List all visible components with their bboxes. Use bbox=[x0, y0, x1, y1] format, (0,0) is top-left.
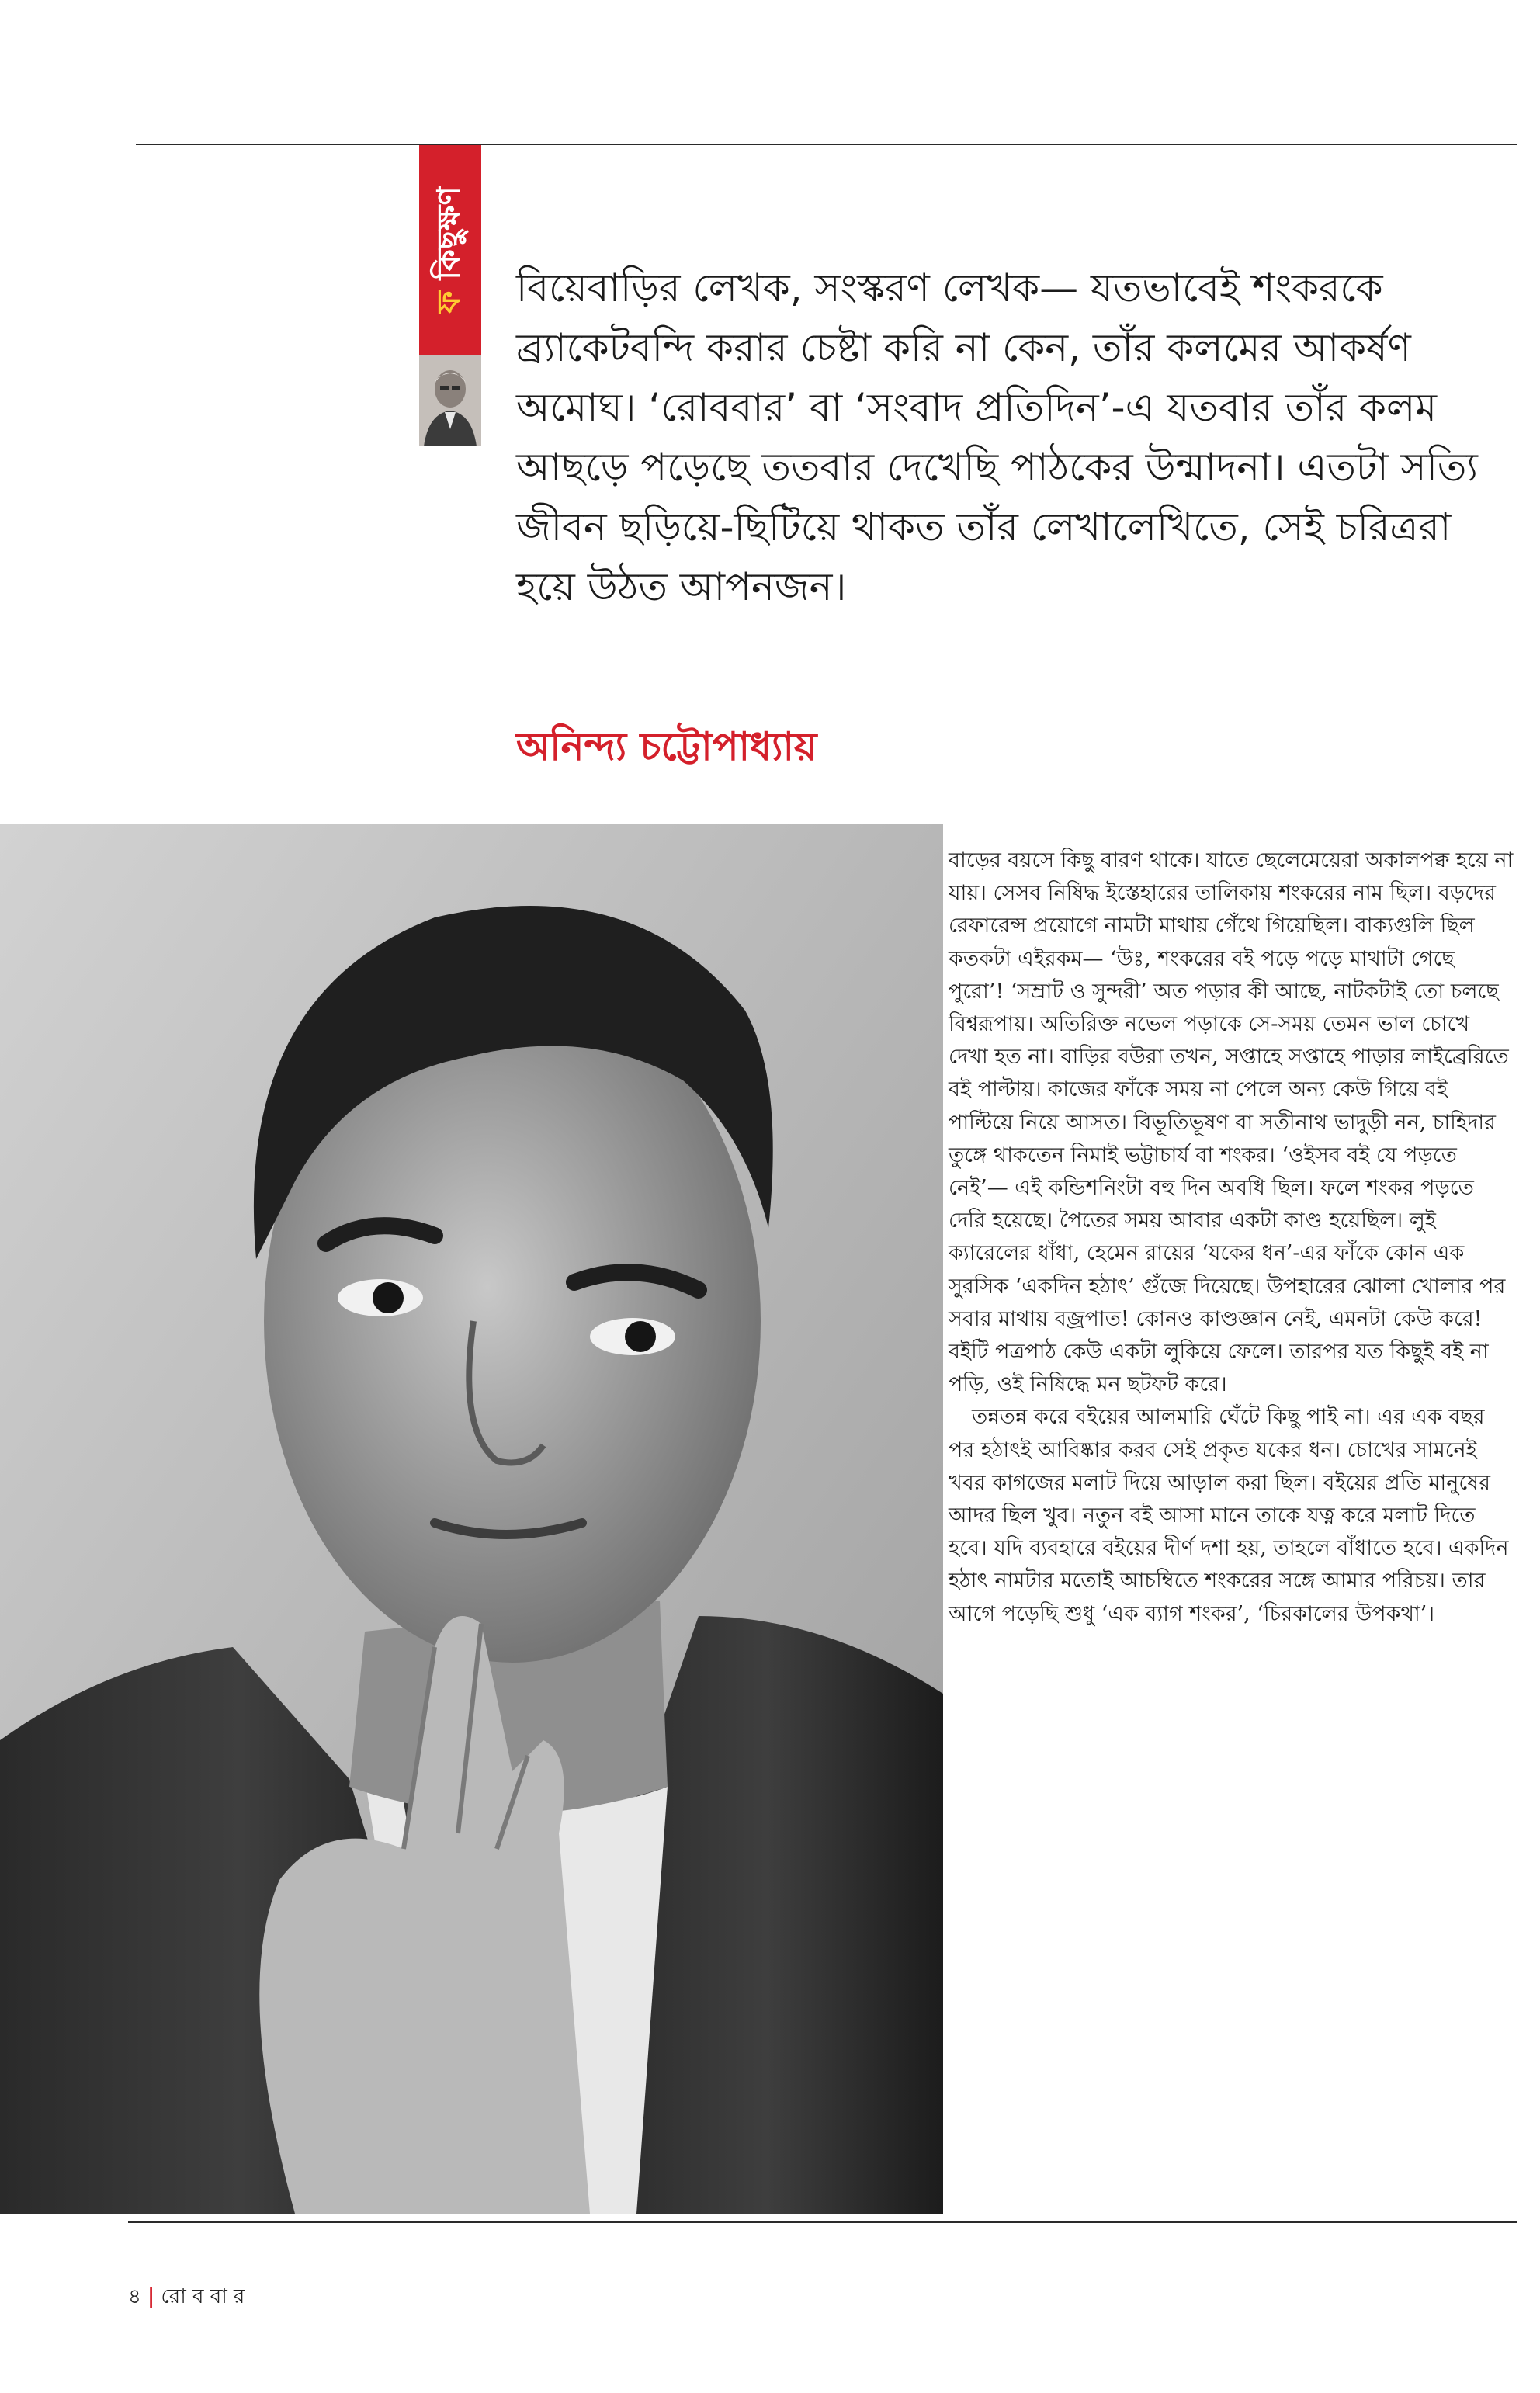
portrait-photo bbox=[0, 824, 943, 2214]
intro-text: বিয়েবাড়ির লেখক, সংস্করণ লেখক— যতভাবেই শংকরকে ব্র্যাকেটবন্দি করার চেষ্টা করি না কেন, তাঁর কলমের আকর্ষণ অমোঘ। ‘রোববার’ বা ‘সংবাদ প্রতিদিন’-এ যতবার তাঁর কলম আছড়ে পড়েছে ততবার দেখেছি পাঠকের উন্মাদনা। এতটা সত্যি জীবন ছড়িয়ে-ছিটিয়ে থাকত তাঁর লেখালেখিতে, সেই চরিত্ররা হয়ে উঠত আপনজন। bbox=[516, 265, 1478, 609]
section-tag-prefix: ফ bbox=[431, 290, 467, 314]
page-footer bbox=[128, 2280, 245, 2315]
section-tag-band bbox=[419, 145, 481, 355]
section-tag bbox=[419, 145, 481, 446]
top-rule bbox=[136, 144, 1517, 145]
byline: অনিন্দ্য চট্টোপাধ্যায় bbox=[516, 723, 817, 769]
bottom-rule bbox=[128, 2221, 1517, 2223]
footer-separator: | bbox=[147, 2285, 155, 2308]
section-tag-label bbox=[425, 186, 477, 313]
author-thumbnail-image bbox=[419, 355, 481, 446]
magazine-name: রো ব বা র bbox=[161, 2285, 245, 2308]
author-thumbnail bbox=[419, 355, 481, 446]
body-paragraph-1: বাড়ের বয়সে কিছু বারণ থাকে। যাতে ছেলেমেয়েরা অকালপক্ব হয়ে না যায়। সেসব নিষিদ্ধ ইস্তেহারের তালিকায় শংকরের নাম ছিল। বড়দের রেফারেন্স প্রয়োগে নামটা মাথায় গেঁথে গিয়েছিল। বাক্যগুলি ছিল কতকটা এইরকম— ‘উঃ, শংকরের বই পড়ে পড়ে মাথাটা গেছে পুরো’! ‘সম্রাট ও সুন্দরী’ অত পড়ার কী আছে, নাটকটাই তো চলছে বিশ্বরূপায়। অতিরিক্ত নভেল পড়াকে সে-সময় তেমন ভাল চোখে দেখা হত না। বাড়ির বউরা তখন, সপ্তাহে সপ্তাহে পাড়ার লাইব্রেরিতে বই পাল্টায়। কাজের ফাঁকে সময় না পেলে অন্য কেউ গিয়ে বই পাল্টিয়ে নিয়ে আসত। বিভূতিভূষণ বা সতীনাথ ভাদুড়ী নন, চাহিদার তুঙ্গে থাকতেন নিমাই ভট্টাচার্য বা শংকর। ‘ওইসব বই যে পড়তে নেই’— এই কন্ডিশনিংটা বহু দিন অবধি ছিল। ফলে শংকর পড়তে দেরি হয়েছে। পৈতের সময় আবার একটা কাণ্ড হয়েছিল। লুই ক্যারেলের ধাঁধা, হেমেন রায়ের ‘যকের ধন’-এর ফাঁকে কোন এক সুরসিক ‘একদিন হঠাৎ’ গুঁজে দিয়েছে। উপহারের ঝোলা খোলার পর সবার মাথায় বজ্রপাত! কোনও কাণ্ডজ্ঞান নেই, এমনটা কেউ করে! বইটি পত্রপাঠ কেউ একটা লুকিয়ে ফেলে। তারপর যত কিছুই বই না পড়ি, ওই নিষিদ্ধে মন ছটফট করে। bbox=[949, 848, 1514, 1397]
body-paragraph-2: তন্নতন্ন করে বইয়ের আলমারি ঘেঁটে কিছু পাই না। এর এক বছর পর হঠাৎই আবিষ্কার করব সেই প্রকৃত যকের ধন। চোখের সামনেই খবর কাগজের মলাট দিয়ে আড়াল করা ছিল। বইয়ের প্রতি মানুষের আদর ছিল খুব। নতুন বই আসা মানে তাকে যত্ন করে মলাট দিতে হবে। যদি ব্যবহারে বইয়ের দীর্ণ দশা হয়, তাহলে বাঁধাতে হবে। একদিন হঠাৎ নামটার মতোই আচম্বিতে শংকরের সঙ্গে আমার পরিচয়। তার আগে পড়েছি শুধু ‘এক ব্যাগ শংকর’, ‘চিরকালের উপকথা’। bbox=[949, 1405, 1509, 1626]
body-text bbox=[949, 844, 1514, 1631]
section-tag-rest: কিছুক্ষণ bbox=[431, 186, 467, 280]
portrait-image bbox=[0, 824, 943, 2214]
page-number: ৪ bbox=[128, 2285, 141, 2308]
